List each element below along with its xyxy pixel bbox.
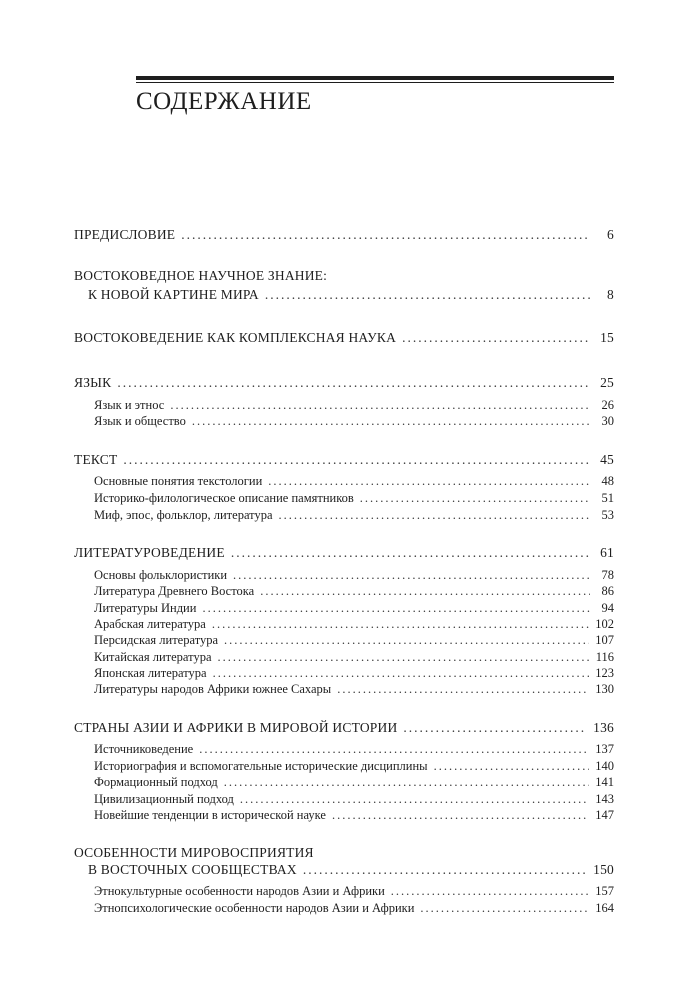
toc-entry-language [74,375,614,391]
leader-dots [117,375,590,391]
toc-subentry [94,398,614,413]
toc-entry-label: К НОВОЙ КАРТИНЕ МИРА [88,287,259,302]
toc-entry-label: Китайская литература [94,650,212,664]
toc-entry-page: 26 [601,398,614,412]
toc-entry-page: 61 [600,545,614,560]
toc-entry-label: ЛИТЕРАТУРОВЕДЕНИЕ [74,545,225,560]
leader-dots [402,330,590,346]
toc-entry-worldview [88,862,614,878]
toc-entry-label: Литературы Индии [94,601,197,615]
toc-subentry [94,792,614,807]
toc-entry-label: Язык и общество [94,414,186,428]
leader-dots [260,584,590,599]
leader-dots [224,633,589,648]
toc-entry-literary-studies [74,545,614,561]
toc-entry-page: 15 [600,330,614,345]
toc-entry-label: Миф, эпос, фольклор, литература [94,508,273,522]
toc-entry-page: 123 [595,666,614,680]
leader-dots [403,720,587,736]
toc-entry-line1: ВОСТОКОВЕДНОЕ НАУЧНОЕ ЗНАНИЕ: [74,268,328,283]
toc-subentry [94,568,614,583]
leader-dots [240,792,589,807]
toc-subentry [94,759,614,774]
leader-dots [192,414,590,429]
toc-entry-page: 51 [601,491,614,505]
title-rule-thin [136,82,614,83]
toc-entry-label: Язык и этнос [94,398,165,412]
toc-entry-label: Цивилизационный подход [94,792,234,806]
toc-entry-page: 25 [600,375,614,390]
toc-entry-page: 143 [595,792,614,806]
toc-subentry [94,601,614,616]
toc-subentry [94,650,614,665]
toc-entry-text [74,452,614,468]
leader-dots [265,287,590,303]
leader-dots [202,601,590,616]
toc-entry-world-history [74,720,614,736]
toc-entry-label: ПРЕДИСЛОВИЕ [74,227,176,242]
toc-entry-label: СТРАНЫ АЗИИ И АФРИКИ В МИРОВОЙ ИСТОРИИ [74,720,398,735]
toc-entry-page: 157 [595,884,614,898]
leader-dots [268,474,590,489]
toc-entry-page: 130 [595,682,614,696]
toc-entry-page: 107 [595,633,614,647]
toc-subentry [94,682,614,697]
toc-entry-preface [74,227,614,243]
toc-entry-page: 140 [595,759,614,773]
toc-subentry [94,901,614,916]
toc-entry-page: 147 [595,808,614,822]
toc-entry-label: Этнокультурные особенности народов Азии и Африки [94,884,385,898]
toc-entry-label: ТЕКСТ [74,452,118,467]
toc-entry-page: 53 [601,508,614,522]
leader-dots [181,227,590,243]
toc-entry-label: Историко-филологическое описание памятников [94,491,354,505]
leader-dots [391,884,589,899]
toc-subentry [94,617,614,632]
toc-entry-label: Литература Древнего Востока [94,584,255,598]
toc-subentry [94,491,614,506]
leader-dots [360,491,590,506]
toc-entry-page: 6 [607,227,614,242]
toc-entry-page: 48 [601,474,614,488]
toc-entry-label: Литературы народов Африки южнее Сахары [94,682,332,696]
leader-dots [337,682,589,697]
toc-entry-page: 164 [595,901,614,915]
toc-entry-label: Основы фольклористики [94,568,228,582]
leader-dots [303,862,587,878]
toc-entry-page: 78 [601,568,614,582]
leader-dots [123,452,590,468]
title-rule-thick [136,76,614,80]
leader-dots [224,775,590,790]
leader-dots [218,650,590,665]
toc-entry-label: Основные понятия текстологии [94,474,263,488]
leader-dots [231,545,590,561]
toc-entry-label: Формационный подход [94,775,218,789]
toc-entry-page: 150 [593,862,614,877]
toc-subentry [94,808,614,823]
toc-entry-label: Арабская литература [94,617,206,631]
toc-subentry [94,584,614,599]
toc-entry-page: 94 [601,601,614,615]
toc-entry-page: 30 [601,414,614,428]
leader-dots [332,808,589,823]
toc-subentry [94,414,614,429]
leader-dots [279,508,590,523]
toc-entry-label: Японская литература [94,666,207,680]
toc-entry-page: 102 [595,617,614,631]
toc-entry-oriental-knowledge [88,287,614,303]
toc-entry-page: 137 [595,742,614,756]
toc-entry-label: Новейшие тенденции в исторической науке [94,808,326,822]
toc-entry-label: Персидская литература [94,633,219,647]
toc-entry-label: В ВОСТОЧНЫХ СООБЩЕСТВАХ [88,862,297,877]
toc-subentry [94,884,614,899]
toc-entry-label: Этнопсихологические особенности народов Азии и Африки [94,901,415,915]
leader-dots [233,568,590,583]
toc-entry-line1: ОСОБЕННОСТИ МИРОВОСПРИЯТИЯ [74,845,314,860]
toc-entry-label: ВОСТОКОВЕДЕНИЕ КАК КОМПЛЕКСНАЯ НАУКА [74,330,397,345]
leader-dots [170,398,590,413]
page-title: СОДЕРЖАНИЕ [136,88,312,115]
toc-entry-page: 45 [600,452,614,467]
toc-entry-page: 141 [595,775,614,789]
toc-entry-page: 116 [595,650,614,664]
toc-entry-page: 136 [593,720,614,735]
toc-subentry [94,633,614,648]
toc-entry-page: 86 [601,584,614,598]
leader-dots [420,901,589,916]
toc-subentry [94,666,614,681]
toc-entry-label: ЯЗЫК [74,375,112,390]
toc-entry-label: Историография и вспомогательные исторические дисциплины [94,759,428,773]
leader-dots [434,759,590,774]
leader-dots [212,617,589,632]
toc-subentry [94,474,614,489]
toc-entry-complex-science [74,330,614,346]
leader-dots [199,742,589,757]
toc-subentry [94,775,614,790]
toc-subentry [94,742,614,757]
toc-entry-label: Источниковедение [94,742,194,756]
toc-entry-page: 8 [607,287,614,302]
toc-subentry [94,508,614,523]
leader-dots [213,666,590,681]
